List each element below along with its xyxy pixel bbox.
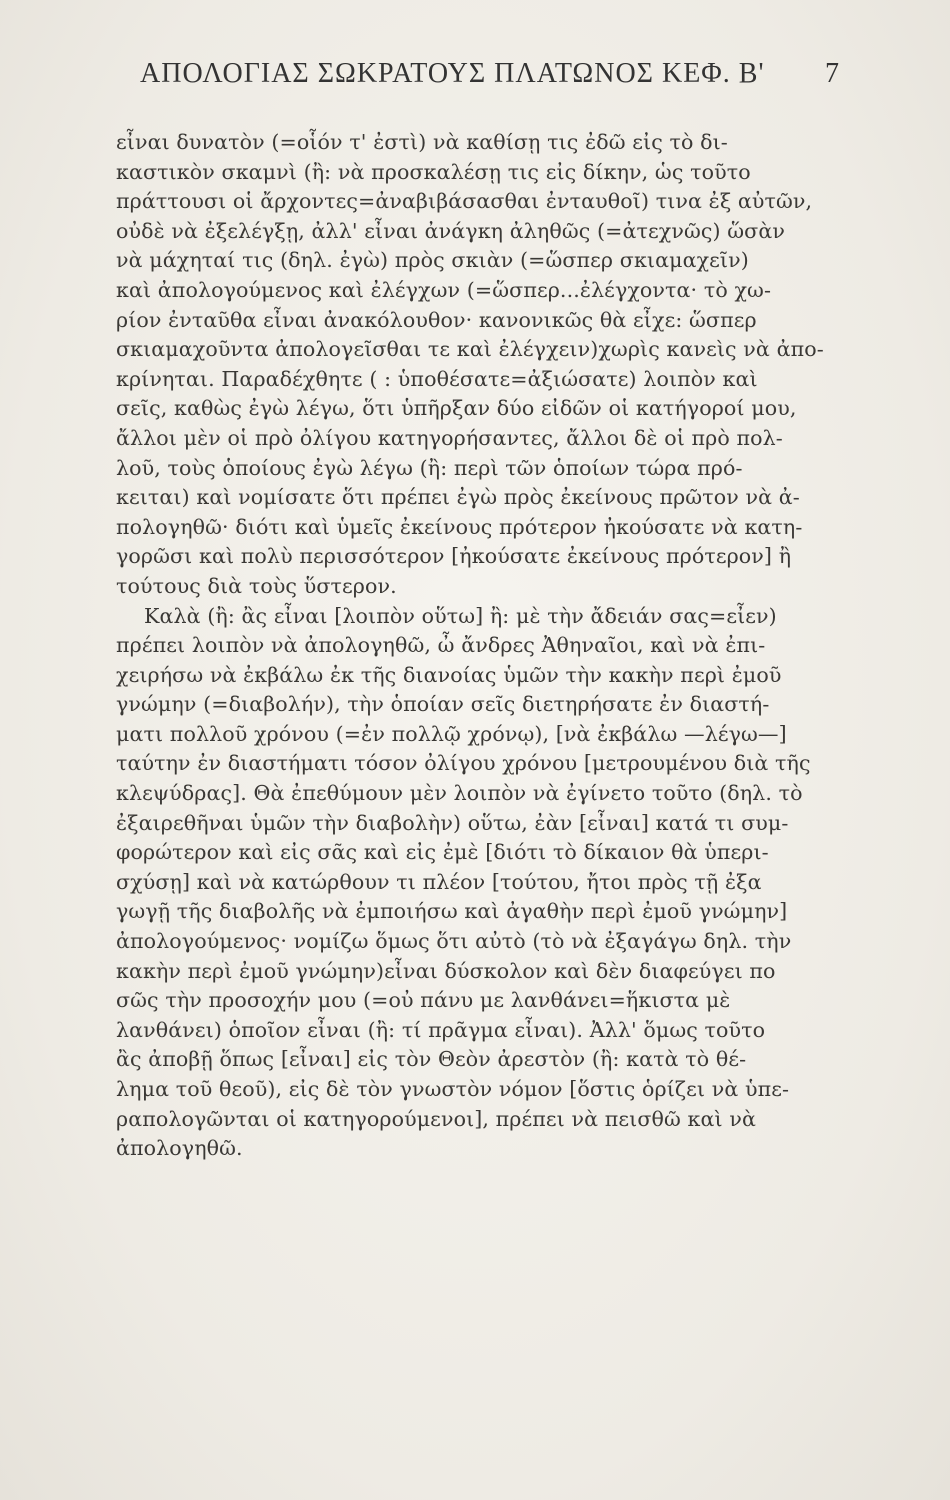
text-line: χειρήσω νὰ ἐκβάλω ἐκ τῆς διανοίας ὑμῶν τὴν κακὴν περὶ ἐμοῦ <box>116 662 782 687</box>
text-line: πρέπει λοιπὸν νὰ ἀπολογηθῶ, ὦ ἄνδρες Ἀθηναῖοι, καὶ νὰ ἐπι- <box>116 633 766 658</box>
text-line: ραπολογῶνται οἱ κατηγορούμενοι], πρέπει νὰ πεισθῶ καὶ νὰ <box>116 1106 756 1131</box>
text-line: λοῦ, τοὺς ὁποίους ἐγὼ λέγω (ἢ: περὶ τῶν ὁποίων τώρα πρό- <box>116 455 743 480</box>
text-line: ἀπολογούμενος· νομίζω ὅμως ὅτι αὐτὸ (τὸ νὰ ἐξαγάγω δηλ. τὴν <box>116 929 792 954</box>
text-line: τούτους διὰ τοὺς ὕστερον. <box>116 573 397 598</box>
text-line: γορῶσι καὶ πολὺ περισσότερον [ἠκούσατε ἐκείνους πρότερον] ἢ <box>116 544 792 569</box>
body-text <box>116 128 876 1164</box>
page-header <box>140 58 840 90</box>
text-line: κρίνηται. Παραδέχθητε ( : ὑποθέσατε=ἀξιώσατε) λοιπὸν καὶ <box>116 366 758 391</box>
text-line: πράττουσι οἱ ἄρχοντες=ἀναβιβάσασθαι ἐνταυθοῖ) τινα ἐξ αὐτῶν, <box>116 189 813 214</box>
text-line: νὰ μάχηταί τις (δηλ. ἐγὼ) πρὸς σκιὰν (=ὥσπερ σκιαμαχεῖν) <box>116 248 749 273</box>
text-line: γωγῇ τῆς διαβολῆς νὰ ἐμποιήσω καὶ ἀγαθὴν περὶ ἐμοῦ γνώμην] <box>116 899 788 924</box>
text-line: κλεψύδρας]. Θὰ ἐπεθύμουν μὲν λοιπὸν νὰ ἐγίνετο τοῦτο (δηλ. τὸ <box>116 781 803 806</box>
text-line: κειται) καὶ νομίσατε ὅτι πρέπει ἐγὼ πρὸς ἐκείνους πρῶτον νὰ ἀ- <box>116 485 800 510</box>
text-line: φορώτερον καὶ εἰς σᾶς καὶ εἰς ἐμὲ [διότι τὸ δίκαιον θὰ ὑπερι- <box>116 840 769 865</box>
paragraph-start-line: Καλὰ (ἢ: ἂς εἶναι [λοιπὸν οὕτω] ἢ: μὲ τὴν ἄδειάν σας=εἶεν) <box>144 603 777 628</box>
text-line: γνώμην (=διαβολήν), τὴν ὁποίαν σεῖς διετηρήσατε ἐν διαστή- <box>116 692 770 717</box>
text-line: ἀπολογηθῶ. <box>116 1136 243 1161</box>
text-line: καὶ ἀπολογούμενος καὶ ἐλέγχων (=ὥσπερ...ἐλέγχοντα· τὸ χω- <box>116 277 772 302</box>
running-head: ΑΠΟΛΟΓΙΑΣ ΣΩΚΡΑΤΟΥΣ ΠΛΑΤΩΝΟΣ ΚΕΦ. Β' <box>140 58 765 89</box>
text-line: ταύτην ἐν διαστήματι τόσον ὀλίγου χρόνου [μετρουμένου διὰ τῆς <box>116 751 811 776</box>
text-line: ρίον ἐνταῦθα εἶναι ἀνακόλουθον· κανονικῶς θὰ εἶχε: ὥσπερ <box>116 307 757 332</box>
text-line: σχύσῃ] καὶ νὰ κατώρθουν τι πλέον [τούτου, ἤτοι πρὸς τῇ ἐξα <box>116 869 762 894</box>
text-line: ἐξαιρεθῆναι ὑμῶν τὴν διαβολὴν) οὕτω, ἐὰν [εἶναι] κατά τι συμ- <box>116 810 789 835</box>
text-line: εἶναι δυνατὸν (=οἷόν τ' ἐστὶ) νὰ καθίσῃ τις ἐδῶ εἰς τὸ δι- <box>116 130 728 154</box>
text-line: λημα τοῦ θεοῦ), εἰς δὲ τὸν γνωστὸν νόμον [ὅστις ὁρίζει νὰ ὑπε- <box>116 1077 790 1101</box>
text-line: ματι πολλοῦ χρόνου (=ἐν πολλῷ χρόνῳ), [νὰ ἐκβάλω —λέγω—] <box>116 721 787 746</box>
text-line: σῶς τὴν προσοχήν μου (=οὐ πάνυ με λανθάνει=ἥκιστα μὲ <box>116 988 731 1013</box>
text-line: ἂς ἀποβῇ ὅπως [εἶναι] εἰς τὸν Θεὸν ἀρεστὸν (ἢ: κατὰ τὸ θέ- <box>116 1047 747 1072</box>
text-line: σεῖς, καθὼς ἐγὼ λέγω, ὅτι ὑπῆρξαν δύο εἰδῶν οἱ κατήγοροί μου, <box>116 396 797 421</box>
text-line: οὐδὲ νὰ ἐξελέγξῃ, ἀλλ' εἶναι ἀνάγκη ἀληθῶς (=ἀτεχνῶς) ὥσὰν <box>116 218 785 243</box>
text-line: κακὴν περὶ ἐμοῦ γνώμην)εἶναι δύσκολον καὶ δὲν διαφεύγει πο <box>116 958 776 983</box>
text-line: σκιαμαχοῦντα ἀπολογεῖσθαι τε καὶ ἐλέγχειν)χωρὶς κανεὶς νὰ ἀπο- <box>116 337 824 362</box>
text-line: ἄλλοι μὲν οἱ πρὸ ὀλίγου κατηγορήσαντες, ἄλλοι δὲ οἱ πρὸ πολ- <box>116 425 783 450</box>
page-number: 7 <box>825 58 840 89</box>
text-line: καστικὸν σκαμνὶ (ἢ: νὰ προσκαλέσῃ τις εἰς δίκην, ὡς τοῦτο <box>116 159 751 184</box>
text-line: λανθάνει) ὁποῖον εἶναι (ἢ: τί πρᾶγμα εἶναι). Ἀλλ' ὅμως τοῦτο <box>116 1017 766 1042</box>
text-line: πολογηθῶ· διότι καὶ ὑμεῖς ἐκείνους πρότερον ἠκούσατε νὰ κατη- <box>116 514 803 539</box>
